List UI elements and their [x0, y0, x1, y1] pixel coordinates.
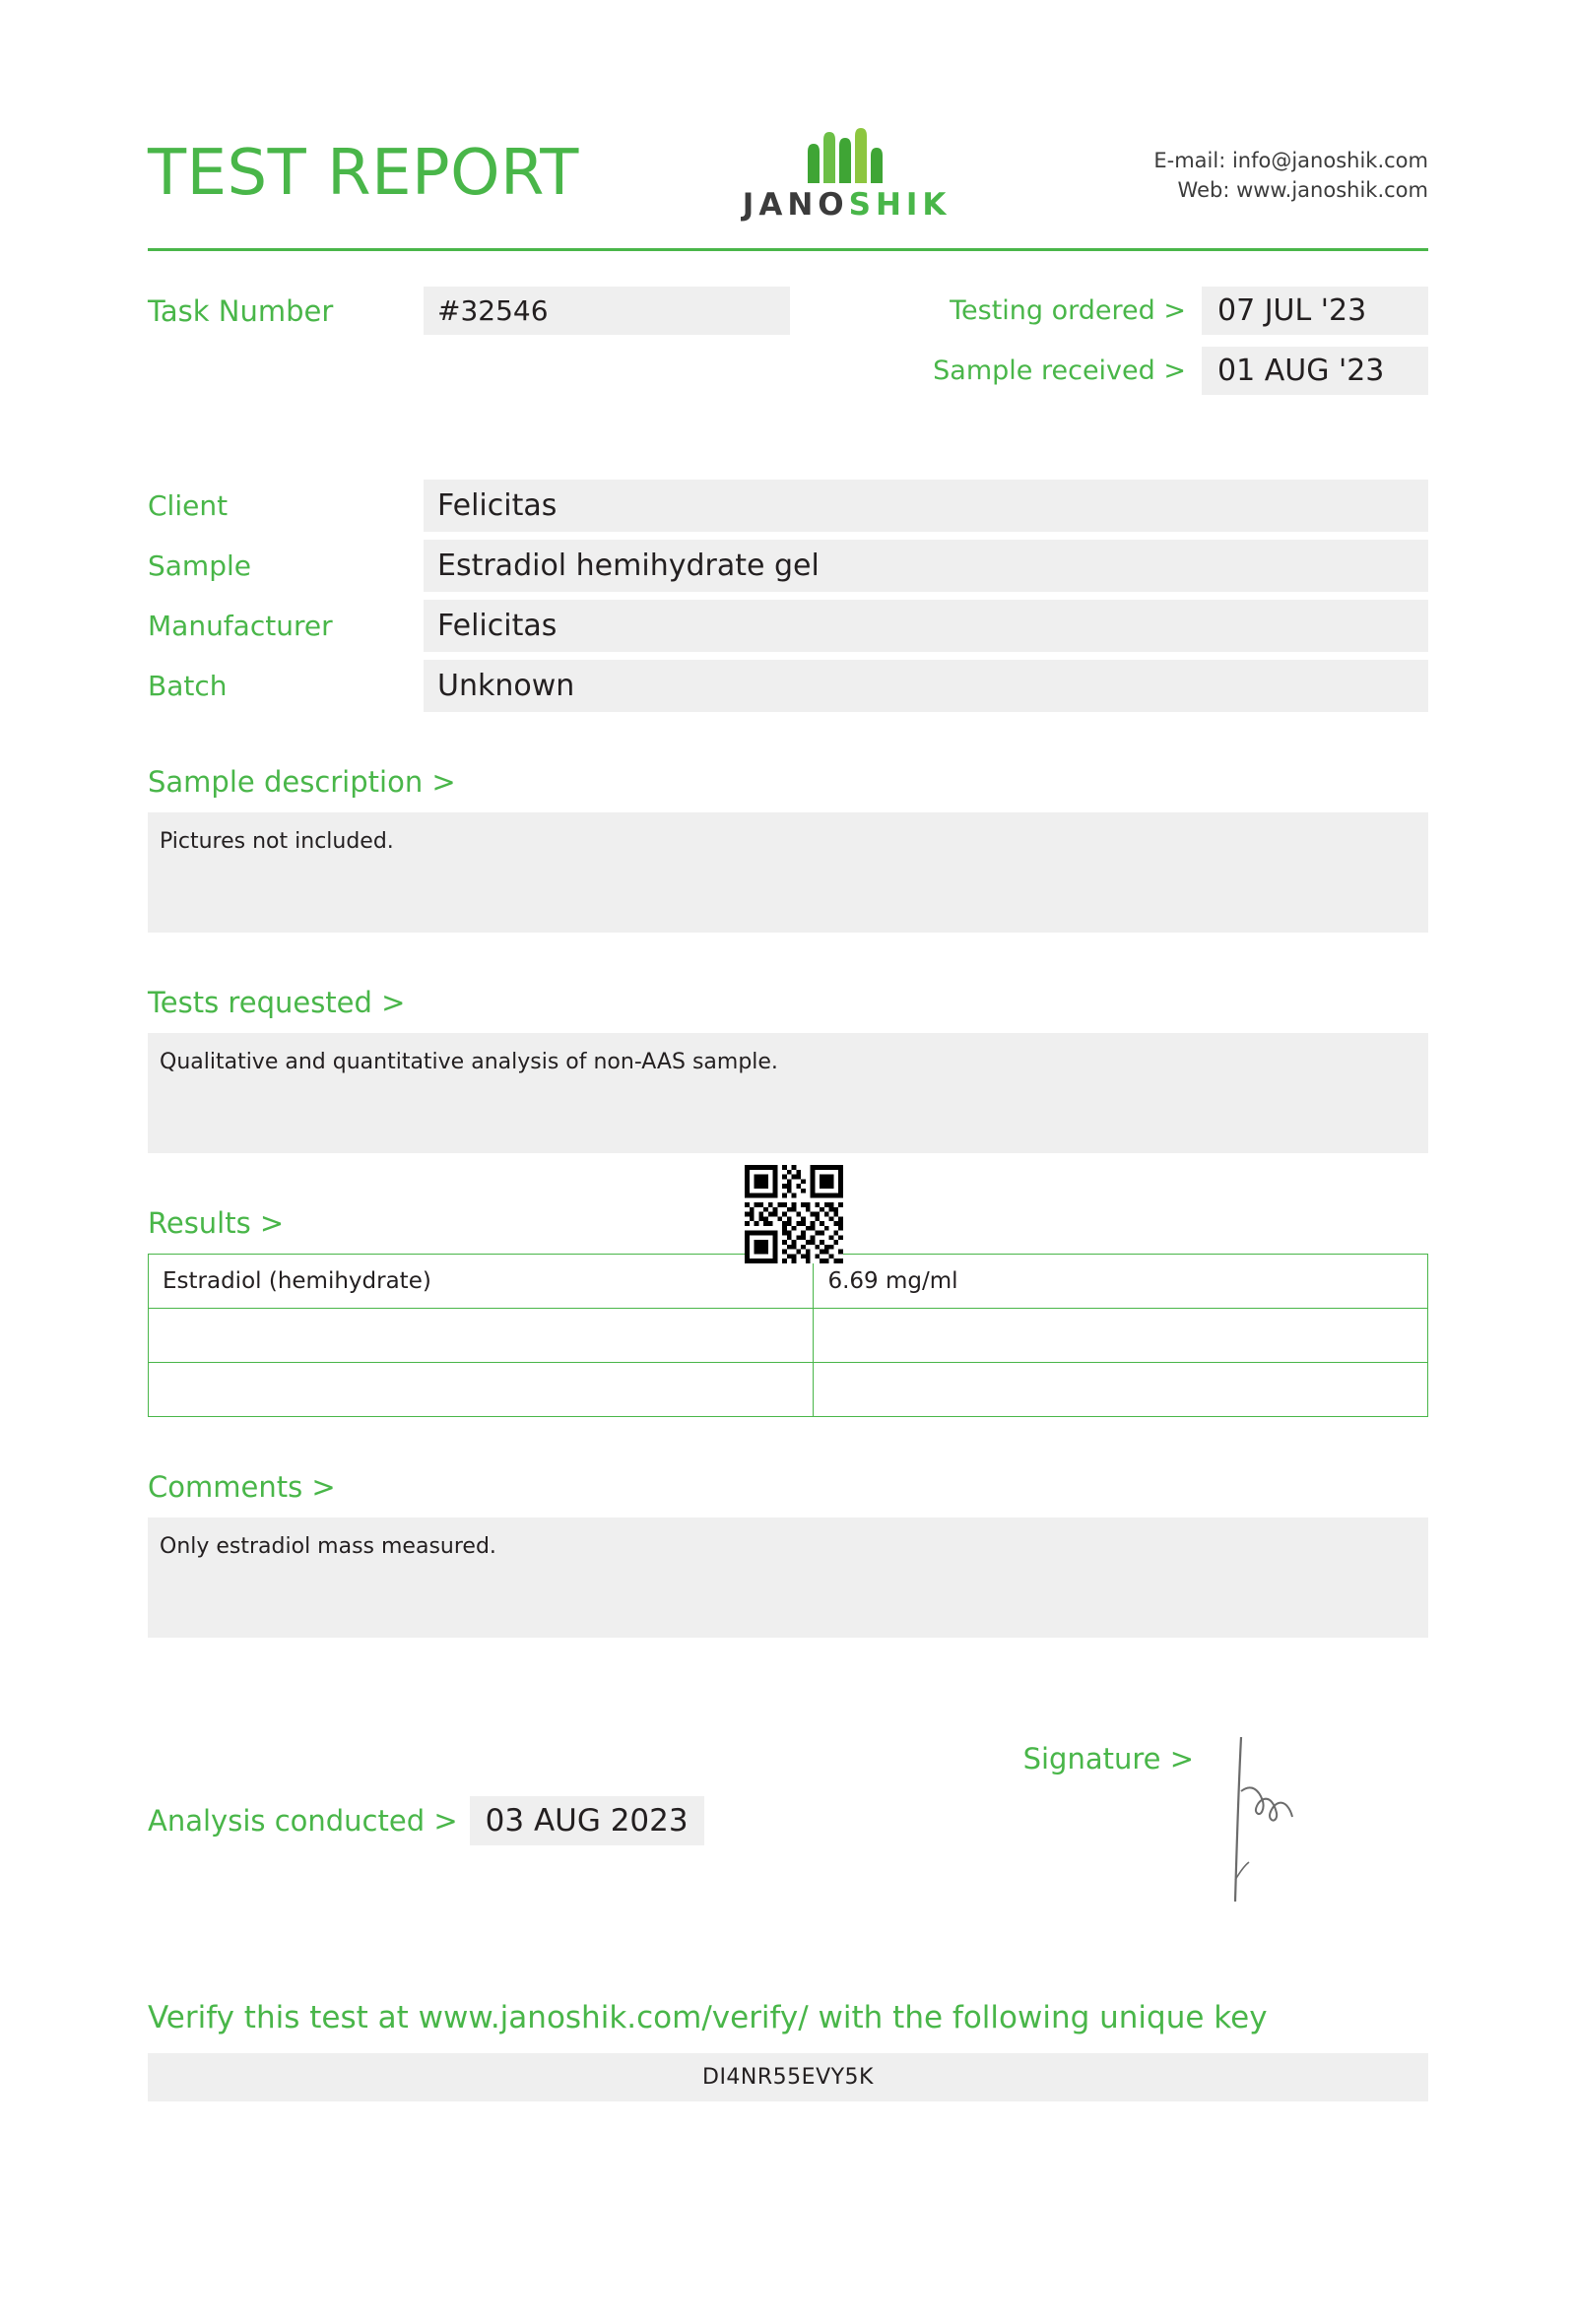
contact-web: Web: www.janoshik.com: [1177, 178, 1428, 203]
comments-title: Comments >: [148, 1470, 336, 1504]
testing-ordered-label: Testing ordered >: [950, 295, 1186, 326]
task-number-value: #32546: [424, 287, 790, 335]
contact-email: E-mail: info@janoshik.com: [1153, 149, 1428, 172]
info-key-client: Client: [148, 489, 229, 522]
comments-box: Only estradiol mass measured.: [148, 1517, 1428, 1638]
info-value-client: Felicitas: [424, 480, 1428, 532]
analysis-conducted-group: [148, 1796, 704, 1845]
signature-label: Signature >: [1022, 1742, 1194, 1775]
info-value-batch: Unknown: [424, 660, 1428, 712]
qr-code-icon: [741, 1165, 847, 1263]
verify-text: Verify this test at www.janoshik.com/verify/ with the following unique key: [148, 2000, 1268, 2035]
info-value-sample: Estradiol hemihydrate gel: [424, 540, 1428, 592]
testing-ordered-value: 07 JUL '23: [1202, 287, 1428, 335]
header-divider: [148, 248, 1428, 251]
janoshik-logo: [743, 126, 952, 223]
task-number-group: [148, 287, 790, 335]
sample-received-row: [933, 347, 1428, 395]
task-number-label: Task Number: [148, 293, 334, 328]
sample-info-table: [148, 480, 1428, 712]
info-row-batch: [148, 660, 1428, 712]
sample-received-label: Sample received >: [933, 355, 1186, 386]
tests-requested-box: Qualitative and quantitative analysis of non-AAS sample.: [148, 1033, 1428, 1153]
results-title: Results >: [148, 1206, 285, 1240]
signature-icon: [1212, 1732, 1320, 1909]
testing-ordered-row: [933, 287, 1428, 335]
task-row: [148, 287, 1428, 407]
result-value: 6.69 mg/ml: [814, 1255, 1428, 1309]
results-header: [148, 1206, 1428, 1240]
info-row-manufacturer: [148, 600, 1428, 652]
analysis-conducted-label: Analysis conducted >: [148, 1804, 458, 1838]
info-key-sample: Sample: [148, 549, 251, 582]
contact-block: [1153, 146, 1428, 206]
dates-group: [933, 287, 1428, 407]
sample-received-value: 01 AUG '23: [1202, 347, 1428, 395]
analysis-conducted-date: 03 AUG 2023: [470, 1796, 704, 1845]
result-value: [814, 1363, 1428, 1417]
info-row-client: [148, 480, 1428, 532]
report-header: [148, 0, 1428, 223]
results-table: [148, 1254, 1428, 1417]
analysis-row: [148, 1732, 1428, 1909]
result-name: Estradiol (hemihydrate): [149, 1255, 814, 1309]
table-row: [149, 1363, 1428, 1417]
info-key-manufacturer: Manufacturer: [148, 610, 333, 642]
sample-description-title: Sample description >: [148, 765, 456, 799]
page-title: TEST REPORT: [148, 137, 579, 210]
logo-word-green: SHIK: [848, 187, 952, 223]
signature-group: [1023, 1732, 1320, 1909]
info-key-batch: Batch: [148, 670, 228, 702]
logo-word-dark: JANO: [742, 187, 849, 223]
tests-requested-title: Tests requested >: [148, 986, 406, 1019]
unique-key: DI4NR55EVY5K: [148, 2053, 1428, 2101]
result-value: [814, 1309, 1428, 1363]
sample-description-box: Pictures not included.: [148, 812, 1428, 933]
result-name: [149, 1309, 814, 1363]
result-name: [149, 1363, 814, 1417]
mountain-logo-icon: [798, 126, 896, 185]
info-row-sample: [148, 540, 1428, 592]
info-value-manufacturer: Felicitas: [424, 600, 1428, 652]
logo-wordmark: [743, 187, 952, 223]
table-row: [149, 1309, 1428, 1363]
